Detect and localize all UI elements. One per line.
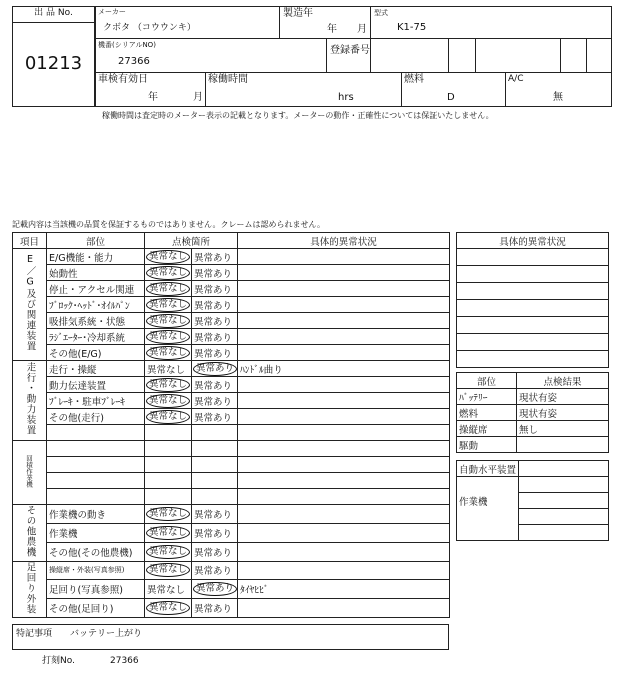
part-cell: 作業機 [47,523,145,542]
table-row [13,393,450,409]
right-detail-row [457,283,609,300]
special-notes-label: 特記事項 [16,629,53,639]
auto-level-label: 自動水平装置 [457,461,519,477]
header-detail: 具体的異常状況 [238,233,450,249]
table-row [13,505,450,524]
results-value: 現状有姿 [517,405,609,421]
table-row [13,265,450,281]
model-label: 型式 [374,9,388,17]
header-item: 項目 [13,233,47,249]
normal-cell [145,425,192,441]
detail-cell [238,441,450,457]
table-row [13,297,450,313]
table-row [13,473,450,489]
abnormal-cell [192,580,238,599]
normal-cell [145,599,192,618]
part-cell: 始動性 [47,265,145,281]
normal-option[interactable]: 異常なし [146,601,190,615]
table-row [13,457,450,473]
inspection-label: 車検有効日 [98,74,148,85]
normal-cell [145,329,192,345]
results-part: 駆動 [457,437,517,453]
detail-cell [238,599,450,618]
part-cell: その他(E/G) [47,345,145,361]
hours-label: 稼働時間 [208,74,248,85]
normal-option[interactable]: 異常なし [146,563,190,577]
implement-label: 作業機 [457,493,519,509]
part-cell: 操縦席・外装(写真参照) [47,561,145,580]
table-row [13,377,450,393]
right-detail-row [457,266,609,283]
part-cell: ﾗｼﾞｴｰﾀｰ･冷却系統 [47,329,145,345]
part-cell [47,425,145,441]
section-label: 足回り外装 [24,561,36,614]
normal-cell [145,281,192,297]
normal-option[interactable]: 異常なし [146,507,190,521]
table-row [13,561,450,580]
part-cell: 停止・アクセル関連 [47,281,145,297]
normal-cell [145,473,192,489]
part-cell: その他(足回り) [47,599,145,618]
stamp-label: 打刻No. [42,656,75,666]
detail-cell [238,329,450,345]
table-row [13,281,450,297]
normal-option[interactable]: 異常なし [146,378,190,392]
part-cell: E/G機能・能力 [47,249,145,265]
detail-cell: ﾊﾝﾄﾞﾙ曲り [238,361,450,377]
detail-cell [238,505,450,524]
part-cell [47,473,145,489]
abnormal-cell [192,393,238,409]
results-row [457,405,609,421]
right-detail-row [457,300,609,317]
table-row [13,409,450,425]
section-label: その他農機 [24,505,36,558]
results-part: 燃料 [457,405,517,421]
abnormal-cell [192,345,238,361]
detail-cell [238,281,450,297]
abnormal-cell [192,425,238,441]
year-label: 製造年 [283,8,313,19]
abnormal-cell [192,441,238,457]
results-header-part: 部位 [457,373,517,389]
lot-number-value: 01213 [24,53,83,74]
serial-value: 27366 [118,56,150,67]
normal-cell [145,542,192,561]
normal-option[interactable]: 異常なし [146,346,190,360]
detail-cell [238,409,450,425]
normal-cell [145,523,192,542]
right-detail-row [457,351,609,368]
normal-cell [145,361,192,377]
normal-option[interactable]: 異常なし [146,282,190,296]
registration-label: 登録番号 [330,45,370,56]
abnormal-cell [192,599,238,618]
part-cell: 足回り(写真参照) [47,580,145,599]
abnormal-cell [192,489,238,505]
normal-cell [145,441,192,457]
abnormal-option[interactable]: 異常あり [194,509,233,521]
part-cell: その他(その他農機) [47,542,145,561]
results-value: 無し [517,421,609,437]
right-detail-header: 具体的異常状況 [457,233,609,249]
detail-cell [238,561,450,580]
normal-option[interactable]: 異常なし [146,298,190,312]
normal-option[interactable]: 異常なし [146,394,190,408]
normal-option[interactable]: 異常なし [146,314,190,328]
detail-cell [238,345,450,361]
table-row [13,313,450,329]
results-part: ﾊﾞｯﾃﾘｰ [457,389,517,405]
abnormal-cell [192,377,238,393]
table-row [13,542,450,561]
abnormal-cell [192,561,238,580]
abnormal-cell [192,281,238,297]
abnormal-option[interactable]: 異常あり [194,268,233,280]
header-check: 点検箇所 [145,233,238,249]
abnormal-cell [192,249,238,265]
table-row [13,599,450,618]
normal-cell [145,505,192,524]
quality-notice: 記載内容は当該機の品質を保証するものではありません。クレームは認められません。 [12,220,325,229]
normal-cell [145,313,192,329]
detail-cell [238,313,450,329]
normal-cell [145,580,192,599]
part-cell [47,489,145,505]
inspection-table [12,232,450,618]
inspection-unit-year: 年 [148,92,158,103]
table-row [13,489,450,505]
lot-number-label: 出 品 No. [34,8,73,18]
abnormal-option[interactable]: 異常あり [194,348,233,360]
right-detail-table [456,232,609,368]
abnormal-cell [192,329,238,345]
results-row [457,437,609,453]
normal-option[interactable]: 異常なし [147,364,186,376]
abnormal-option[interactable]: 異常あり [193,362,237,376]
table-row [13,425,450,441]
abnormal-cell [192,523,238,542]
abnormal-option[interactable]: 異常あり [194,252,233,264]
section-label: 回積作業機 [25,454,33,488]
normal-cell [145,457,192,473]
serial-label: 機番(シリアルNO) [98,41,156,49]
normal-option[interactable]: 異常なし [146,410,190,424]
abnormal-option[interactable]: 異常あり [194,528,233,540]
detail-cell [238,425,450,441]
detail-cell [238,297,450,313]
normal-cell [145,377,192,393]
section-label: 走行・動力装置 [24,362,36,436]
model-value: K1-75 [397,22,427,33]
normal-cell [145,561,192,580]
part-cell: 動力伝達装置 [47,377,145,393]
detail-cell [238,523,450,542]
normal-cell [145,489,192,505]
stamp-value: 27366 [110,656,139,666]
abnormal-option[interactable]: 異常あり [194,566,233,578]
maker-label: メーカー [98,8,126,16]
right-detail-row [457,249,609,266]
maker-value: クボタ （コウウンキ） [103,23,196,33]
abnormal-option[interactable]: 異常あり [193,582,237,596]
abnormal-cell [192,473,238,489]
abnormal-option[interactable]: 異常あり [194,412,233,424]
abnormal-option[interactable]: 異常あり [194,316,233,328]
normal-option[interactable]: 異常なし [147,585,186,597]
table-row [13,441,450,457]
results-row [457,421,609,437]
right-detail-row [457,317,609,334]
normal-option[interactable]: 異常なし [146,545,190,559]
part-cell: その他(走行) [47,409,145,425]
abnormal-option[interactable]: 異常あり [194,547,233,559]
abnormal-cell [192,457,238,473]
abnormal-option[interactable]: 異常あり [194,332,233,344]
table-row [13,249,450,265]
abnormal-option[interactable]: 異常あり [194,284,233,296]
results-part: 操縦席 [457,421,517,437]
implement-table [456,460,609,541]
abnormal-cell [192,505,238,524]
normal-cell [145,345,192,361]
normal-option[interactable]: 異常なし [146,250,190,264]
detail-cell [238,249,450,265]
part-cell: 走行・操縦 [47,361,145,377]
right-detail-row [457,334,609,351]
abnormal-cell [192,542,238,561]
part-cell [47,457,145,473]
part-cell: 吸排気系統・状態 [47,313,145,329]
detail-cell: ﾀｲﾔﾋﾋﾞ [238,580,450,599]
part-cell: ﾌﾞﾚｰｷ・駐車ﾌﾞﾚｰｷ [47,393,145,409]
fuel-value: D [447,92,455,103]
abnormal-cell [192,265,238,281]
hours-unit: hrs [338,92,354,103]
detail-cell [238,489,450,505]
table-row [13,580,450,599]
hours-notice: 稼働時間は査定時のメーター表示の記載となります。メーターの動作・正確性については保証いたしません。 [102,111,494,120]
abnormal-option[interactable]: 異常あり [194,396,233,408]
results-value: 現状有姿 [517,389,609,405]
inspection-unit-month: 月 [193,92,203,103]
special-notes-value: バッテリー上がり [70,629,143,639]
fuel-label: 燃料 [404,74,424,85]
abnormal-option[interactable]: 異常あり [194,380,233,392]
abnormal-cell [192,313,238,329]
results-row [457,389,609,405]
normal-cell [145,409,192,425]
table-row [13,361,450,377]
table-row [13,329,450,345]
normal-cell [145,297,192,313]
abnormal-option[interactable]: 異常あり [194,604,233,616]
normal-cell [145,265,192,281]
detail-cell [238,473,450,489]
detail-cell [238,542,450,561]
abnormal-cell [192,297,238,313]
ac-value: 無 [553,92,563,103]
normal-option[interactable]: 異常なし [146,526,190,540]
results-value [517,437,609,453]
detail-cell [238,377,450,393]
normal-cell [145,249,192,265]
year-unit-year: 年 [327,24,337,35]
part-cell: 作業機の動き [47,505,145,524]
part-cell [47,441,145,457]
table-row [13,523,450,542]
detail-cell [238,265,450,281]
year-unit-month: 月 [357,24,367,35]
results-table [456,372,609,453]
ac-label: A/C [508,74,524,84]
normal-option[interactable]: 異常なし [146,330,190,344]
abnormal-option[interactable]: 異常あり [194,300,233,312]
abnormal-cell [192,409,238,425]
normal-cell [145,393,192,409]
header-part: 部位 [47,233,145,249]
table-row [13,345,450,361]
abnormal-cell [192,361,238,377]
detail-cell [238,457,450,473]
results-header-result: 点検結果 [517,373,609,389]
section-label: E／G及び関連装置 [24,254,36,352]
part-cell: ﾌﾞﾛｯｸ･ﾍｯﾄﾞ･ｵｲﾙﾊﾟﾝ [47,297,145,313]
normal-option[interactable]: 異常なし [146,266,190,280]
detail-cell [238,393,450,409]
